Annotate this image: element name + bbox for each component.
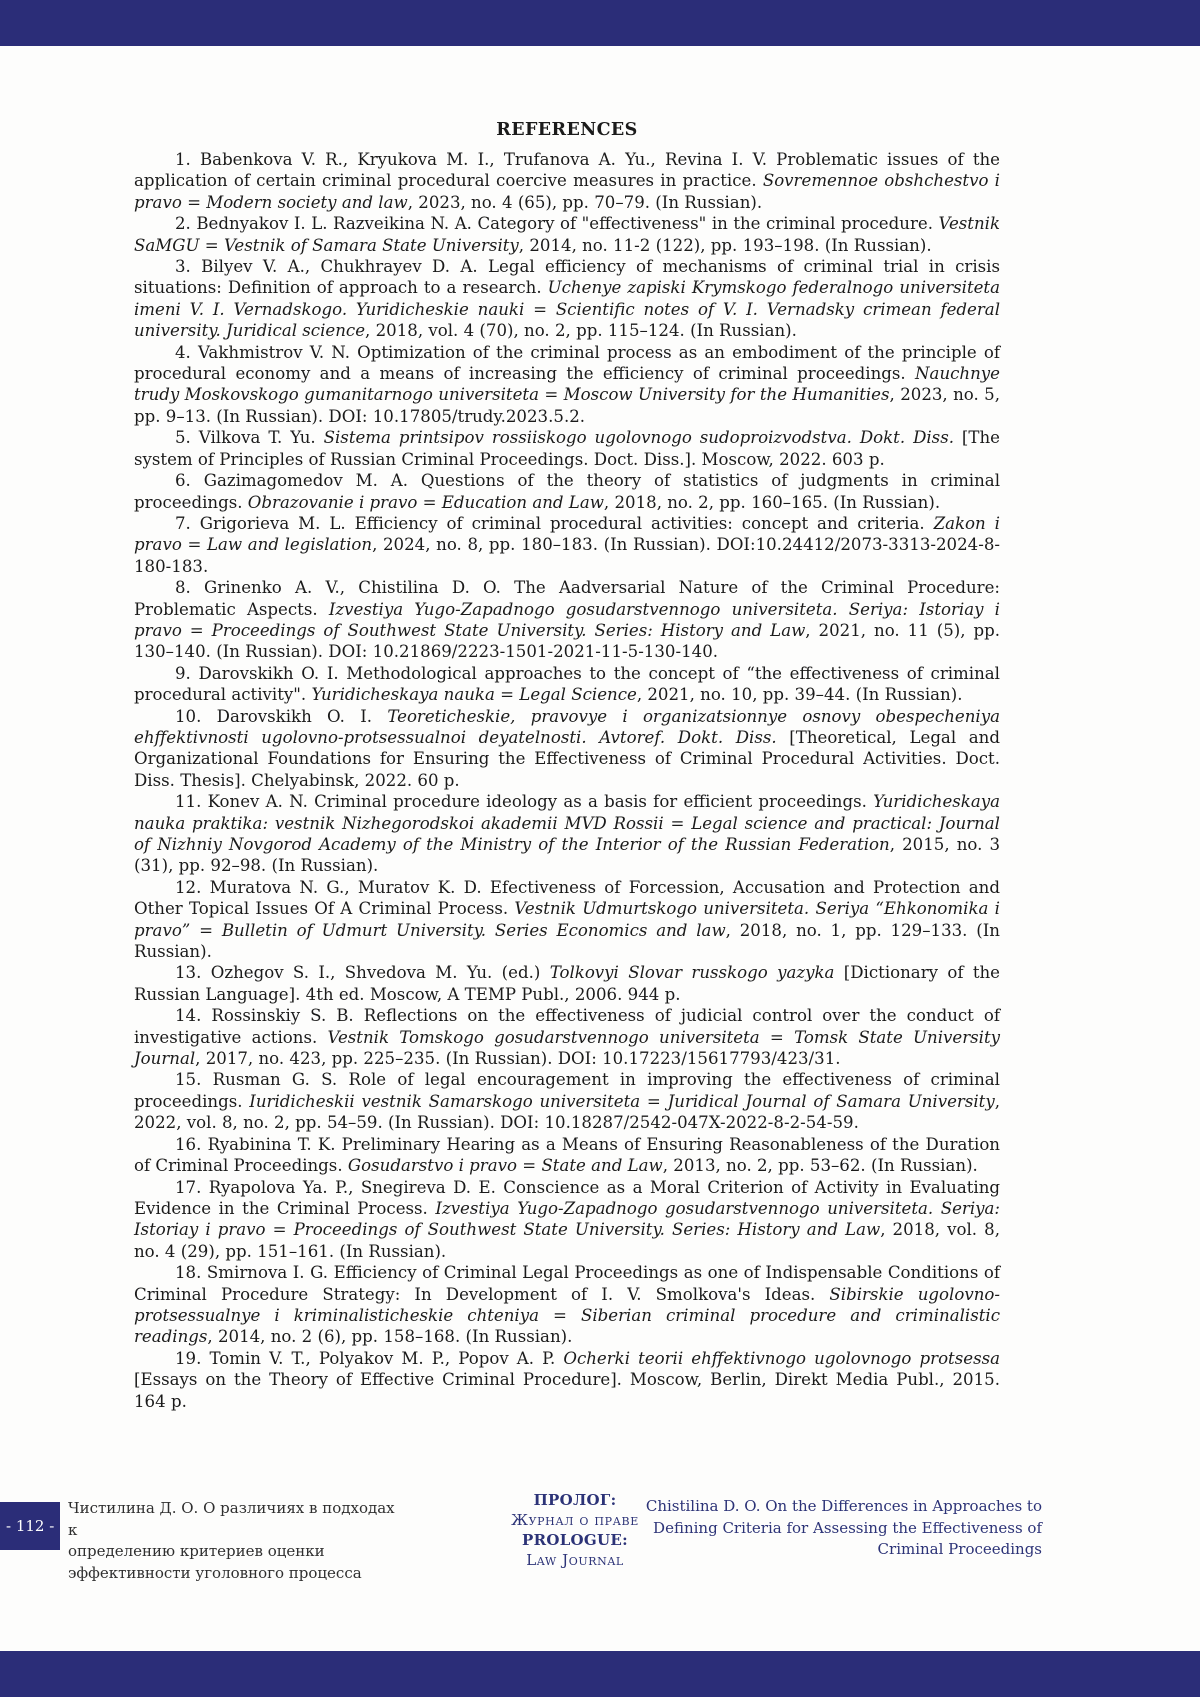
reference-item — [134, 706, 1000, 792]
reference-text: , 2018, vol. 4 (70), no. 2, pp. 115–124. (In Russian). — [365, 321, 797, 341]
reference-item — [134, 1177, 1000, 1263]
references-section — [134, 120, 1000, 1412]
reference-text: , 2014, no. 2 (6), pp. 158–168. (In Russian). — [207, 1327, 573, 1347]
reference-text: 9. Darovskikh O. I. Methodological approaches to the concept of “the effectiveness of criminal procedural activity". — [134, 663, 1000, 705]
footer-citation-ru-line3: эффективности уголовного процесса — [68, 1563, 362, 1582]
reference-item — [134, 1069, 1000, 1133]
reference-source-italic: Gosudarstvo i pravo = State and Law — [347, 1156, 663, 1176]
reference-text: 6. Gazimagomedov M. A. Questions of the theory of statistics of judgments in criminal proceedings. — [134, 471, 1000, 512]
footer-citation-ru-line2: определению критериев оценки — [68, 1542, 325, 1560]
reference-item — [134, 1134, 1000, 1177]
reference-source-italic: Vestnik SaMGU = Vestnik of Samara State University — [134, 214, 1000, 255]
reference-source-italic: Ocherki teorii ehffektivnogo ugolovnogo protsessa — [563, 1348, 1000, 1368]
reference-text: , 2018, vol. 8, no. 4 (29), pp. 151–161. (In Russian). — [134, 1220, 1000, 1261]
reference-text: , 2015, no. 3 (31), pp. 92–98. (In Russian). — [134, 835, 1000, 876]
reference-item — [134, 962, 1000, 1005]
reference-text: , 2023, no. 5, pp. 9–13. (In Russian). DOI: 10.17805/trudy.2023.5.2. — [134, 385, 1000, 426]
reference-text: , 2018, no. 1, pp. 129–133. (In Russian). — [134, 920, 1000, 962]
reference-text: [The system of Principles of Russian Criminal Proceedings. Doct. Diss.]. Moscow, 2022. 603 p. — [134, 428, 1000, 469]
reference-source-italic: Sibirskie ugolovno-protsessualnye i kriminalisticheskie chteniya = Siberian criminal procedure and criminalistic readings — [134, 1284, 1000, 1347]
reference-source-italic: Zakon i pravo = Law and legislation — [134, 513, 1000, 555]
reference-text: 18. Smirnova I. G. Efficiency of Criminal Legal Proceedings as one of Indispensable Conditions of Criminal Procedure Strategy: In Development of I. V. Smolkova's Ideas. — [134, 1263, 1000, 1304]
journal-title-en: PROLOGUE: — [522, 1531, 628, 1549]
reference-source-italic: Izvestiya Yugo-Zapadnogo gosudarstvennogo universiteta. Seriya: Istoriay i pravo = Proceedings of Southwest State University. Series: History and Law — [134, 599, 1000, 640]
reference-text: 15. Rusman G. S. Role of legal encouragement in improving the effectiveness of criminal proceedings. — [134, 1070, 1000, 1111]
reference-source-italic: Vestnik Tomskogo gosudarstvennogo universiteta = Tomsk State University Journal — [134, 1027, 1001, 1069]
footer-citation-en-line3: Criminal Proceedings — [877, 1540, 1042, 1558]
reference-item — [134, 791, 1000, 877]
reference-item — [134, 427, 1000, 470]
reference-source-italic: Sovremennoe obshchestvo i pravo = Modern society and law — [134, 171, 1000, 212]
reference-text: 1. Babenkova V. R., Kryukova M. I., Trufanova A. Yu., Revina I. V. Problematic issues of the application of certain criminal procedural coercive measures in practice. — [134, 150, 1000, 191]
reference-item — [134, 1262, 1000, 1348]
reference-source-italic: Yuridicheskaya nauka = Legal Science — [311, 685, 637, 705]
reference-item — [134, 256, 1000, 342]
reference-list — [134, 149, 1000, 1412]
reference-source-italic: Yuridicheskaya nauka praktika: vestnik Nizhegorodskoi akademii MVD Rossii = Legal science and practical: Journal of Nizhniy Novgorod Academy of the Ministry of the Interior of the Russian Federation — [134, 792, 1000, 854]
reference-text: 10. Darovskikh O. I. — [175, 706, 388, 726]
footer-citation-ru-line1: Чистилина Д. О. О различиях в подходах к — [68, 1499, 395, 1539]
reference-text: 4. Vakhmistrov V. N. Optimization of the criminal process as an embodiment of the principle of procedural economy and a means of increasing the efficiency of criminal proceedings. — [134, 342, 1000, 384]
footer-citation-ru — [68, 1498, 398, 1584]
reference-item — [134, 1005, 1000, 1069]
footer-citation-en-line2: Defining Criteria for Assessing the Effectiveness of — [653, 1518, 1042, 1537]
reference-text: 13. Ozhegov S. I., Shvedova M. Yu. (ed.) — [175, 963, 550, 983]
reference-text: 14. Rossinskiy S. B. Reflections on the effectiveness of judicial control over the conduct of investigative actions. — [134, 1006, 1000, 1047]
reference-text: 16. Ryabinina T. K. Preliminary Hearing as a Means of Ensuring Reasonableness of the Duration of Criminal Proceedings. — [134, 1134, 1000, 1176]
reference-item — [134, 213, 1000, 256]
reference-text: , 2023, no. 4 (65), pp. 70–79. (In Russian). — [407, 192, 763, 212]
reference-source-italic: Sistema printsipov rossiiskogo ugolovnogo sudoproizvodstva. Dokt. Diss. — [323, 428, 954, 448]
reference-source-italic: Nauchnye trudy Moskovskogo gumanitarnogo universiteta = Moscow University for the Humanities — [134, 364, 1000, 405]
reference-source-italic: Iuridicheskii vestnik Samarskogo universiteta = Juridical Journal of Samara University — [249, 1091, 995, 1111]
reference-text: 12. Muratova N. G., Muratov K. D. Efectiveness of Forcession, Accusation and Protection and Other Topical Issues Of A Criminal Process. — [134, 877, 1000, 919]
reference-text: 8. Grinenko A. V., Chistilina D. O. The Aadversarial Nature of the Criminal Procedure: Problematic Aspects. — [134, 578, 1000, 619]
reference-item — [134, 513, 1000, 577]
reference-source-italic: Obrazovanie i pravo = Education and Law — [247, 492, 604, 512]
reference-text: [Dictionary of the Russian Language]. 4th ed. Moscow, A TEMP Publ., 2006. 944 p. — [134, 963, 1000, 1004]
reference-text: [Essays on the Theory of Effective Criminal Procedure]. Moscow, Berlin, Direkt Media Publ., 2015. 164 p. — [134, 1370, 1000, 1411]
bottom-banner — [0, 1651, 1200, 1697]
reference-text: [Theoretical, Legal and Organizational Foundations for Ensuring the Effectiveness of Criminal Procedural Activities. Doct. Diss. Thesis]. Chelyabinsk, 2022. 60 p. — [134, 727, 1000, 790]
reference-item — [134, 342, 1000, 428]
reference-item — [134, 470, 1000, 513]
reference-text: 2. Bednyakov I. L. Razveikina N. A. Category of "effectiveness" in the criminal procedure. — [175, 214, 939, 234]
reference-text: , 2021, no. 10, pp. 39–44. (In Russian). — [636, 685, 963, 705]
reference-text: 11. Konev A. N. Criminal procedure ideology as a basis for efficient proceedings. — [175, 792, 874, 812]
journal-subtitle-en: Law Journal — [526, 1551, 624, 1569]
references-heading: REFERENCES — [496, 120, 638, 140]
reference-source-italic: Izvestiya Yugo-Zapadnogo gosudarstvennogo universiteta. Seriya: Istoriay i pravo = Proceedings of Southwest State University. Series: History and Law — [134, 1198, 1001, 1240]
top-banner — [0, 0, 1200, 46]
reference-source-italic: Tolkovyi Slovar russkogo yazyka — [549, 963, 835, 983]
footer-citation-en-line1: Chistilina D. O. On the Differences in Approaches to — [645, 1497, 1042, 1515]
reference-text: , 2014, no. 11-2 (122), pp. 193–198. (In Russian). — [518, 235, 932, 255]
reference-item — [134, 577, 1000, 663]
reference-text: , 2022, vol. 8, no. 2, pp. 54–59. (In Russian). DOI: 10.18287/2542-047X-2022-8-2-54-59. — [134, 1091, 1000, 1133]
reference-text: , 2017, no. 423, pp. 225–235. (In Russian). DOI: 10.17223/15617793/423/31. — [195, 1049, 841, 1069]
journal-subtitle-ru: Журнал о праве — [511, 1511, 639, 1529]
reference-text: , 2024, no. 8, pp. 180–183. (In Russian). DOI:10.24412/2073-3313-2024-8-180-183. — [134, 535, 1001, 576]
page-number: - 112 - — [0, 1502, 60, 1550]
reference-text: , 2013, no. 2, pp. 53–62. (In Russian). — [662, 1156, 978, 1176]
reference-item — [134, 1348, 1000, 1412]
reference-text: 3. Bilyev V. A., Chukhrayev D. A. Legal efficiency of mechanisms of criminal trial in crisis situations: Definition of approach to a research. — [134, 257, 1000, 298]
reference-item — [134, 877, 1000, 963]
footer-citation-en — [622, 1496, 1042, 1561]
reference-item — [134, 149, 1000, 213]
reference-text: , 2021, no. 11 (5), pp. 130–140. (In Russian). DOI: 10.21869/2223-1501-2021-11-5-130-140. — [134, 620, 1000, 662]
journal-title-ru: ПРОЛОГ: — [533, 1491, 617, 1509]
reference-source-italic: Teoreticheskie, pravovye i organizatsionnye osnovy obespecheniya ehffektivnosti ugolovno-protsessualnoi deyatelnosti. Avtoref. Dokt. Diss. — [134, 706, 1000, 747]
reference-text: 19. Tomin V. T., Polyakov M. P., Popov A. P. — [175, 1348, 564, 1368]
reference-source-italic: Vestnik Udmurtskogo universiteta. Seriya “Ehkonomika i pravo” = Bulletin of Udmurt University. Series Economics and law — [134, 899, 1000, 940]
reference-source-italic: Uchenye zapiski Krymskogo federalnogo universiteta imeni V. I. Vernadskogo. Yuridicheskie nauki = Scientific notes of V. I. Vernadsky crimean federal university. Juridical science — [134, 278, 1000, 341]
reference-text: 5. Vilkova T. Yu. — [175, 428, 324, 448]
reference-item — [134, 663, 1000, 706]
reference-text: 17. Ryapolova Ya. P., Snegireva D. E. Conscience as a Moral Criterion of Activity in Evaluating Evidence in the Criminal Process. — [134, 1177, 1000, 1218]
reference-text: , 2018, no. 2, pp. 160–165. (In Russian). — [603, 492, 941, 512]
page-footer — [0, 1488, 1200, 1618]
reference-text: 7. Grigorieva M. L. Efficiency of criminal procedural activities: concept and criteria. — [175, 513, 934, 533]
